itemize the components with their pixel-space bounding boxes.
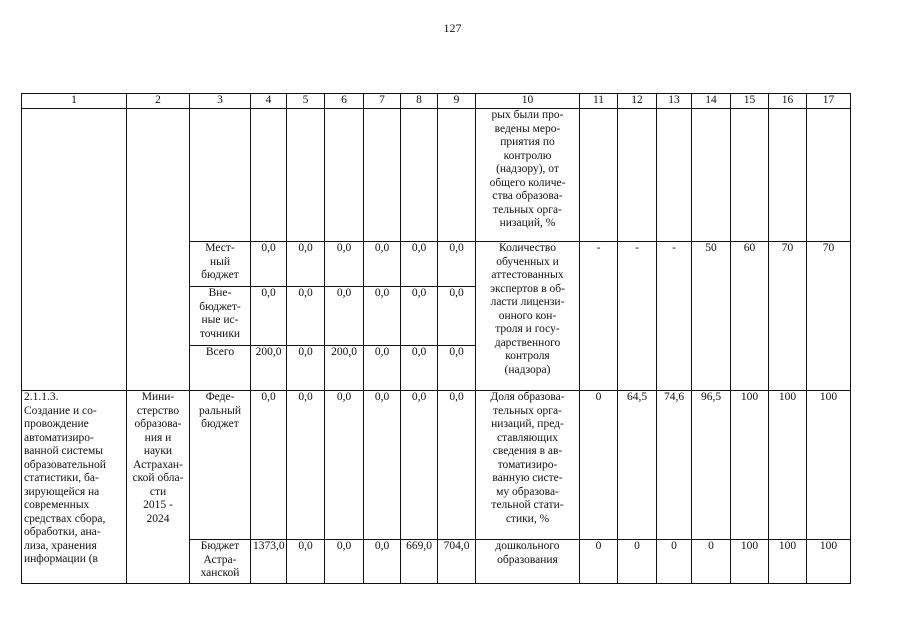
value-cell: 0,0 — [287, 540, 325, 584]
value-cell: 0,0 — [438, 346, 476, 391]
col-number-10: 10 — [476, 94, 580, 109]
target-cell: 96,5 — [692, 391, 731, 540]
target-cell: 70 — [807, 242, 851, 391]
target-cell: 0 — [618, 540, 657, 584]
measure-cell-empty — [22, 109, 127, 391]
program-table — [21, 93, 851, 584]
value-cell: 0,0 — [325, 242, 364, 287]
col-number-11: 11 — [580, 94, 618, 109]
col-number-15: 15 — [731, 94, 769, 109]
value-cell: 0,0 — [438, 287, 476, 346]
indicator-cell: Доля образова- тельных орга- низаций, пред- ставляющих сведения в ав- томатизиро- ванную систе- му образова- тельной стати- стики, % — [476, 391, 580, 540]
measure-cell: 2.1.1.3. Создание и со- провождение автоматизиро- ванной системы образовательной статистики, ба- зирующейся на современных средствах сбора, обработки, ана- лиза, хранения информации (в — [22, 391, 127, 584]
funding-source-cell: Бюджет Астра- ханской — [190, 540, 251, 584]
table-row — [22, 391, 851, 540]
value-cell: 1373,0 — [251, 540, 287, 584]
target-cell: 70 — [769, 242, 807, 391]
target-cell: 100 — [807, 391, 851, 540]
value-cell: 0,0 — [325, 540, 364, 584]
funding-source-cell: Мест- ный бюджет — [190, 242, 251, 287]
value-cell: 200,0 — [325, 346, 364, 391]
col-number-6: 6 — [325, 94, 364, 109]
target-cell: 100 — [807, 540, 851, 584]
col-number-12: 12 — [618, 94, 657, 109]
value-cell: 0,0 — [287, 346, 325, 391]
target-cell: 0 — [580, 540, 618, 584]
value-cell: 0,0 — [401, 242, 438, 287]
col-number-5: 5 — [287, 94, 325, 109]
value-cell: 200,0 — [251, 346, 287, 391]
target-cell: 0 — [692, 540, 731, 584]
value-cell: 0,0 — [438, 242, 476, 287]
page-number: 127 — [443, 21, 462, 35]
value-cell: 0,0 — [364, 346, 401, 391]
col-number-8: 8 — [401, 94, 438, 109]
target-cell: - — [657, 242, 692, 391]
target-cell: 50 — [692, 242, 731, 391]
period-text: 2015 - 2024 — [143, 499, 173, 525]
value-cell: 0,0 — [364, 287, 401, 346]
value-cell: 0,0 — [401, 346, 438, 391]
executor-cell-empty — [127, 109, 190, 391]
col-number-7: 7 — [364, 94, 401, 109]
target-cell: 100 — [769, 391, 807, 540]
value-cell: 669,0 — [401, 540, 438, 584]
col-number-13: 13 — [657, 94, 692, 109]
source-cell-empty — [190, 109, 251, 242]
value-cell: 0,0 — [325, 287, 364, 346]
col-number-4: 4 — [251, 94, 287, 109]
target-cell: 64,5 — [618, 391, 657, 540]
value-cell: 0,0 — [401, 391, 438, 540]
value-cell: 0,0 — [287, 242, 325, 287]
target-cell: 74,6 — [657, 391, 692, 540]
target-cell: - — [580, 242, 618, 391]
col-number-1: 1 — [22, 94, 127, 109]
col-number-3: 3 — [190, 94, 251, 109]
col-number-9: 9 — [438, 94, 476, 109]
indicator-cell: рых были про- ведены меро- приятия по контролю (надзору), от общего количе- ства образова- тельных орга- низаций, % — [476, 109, 580, 242]
col-number-16: 16 — [769, 94, 807, 109]
executor-name: Мини- стерство образова- ния и науки Астрахан- ской обла- сти — [132, 391, 184, 498]
target-cell: 100 — [769, 540, 807, 584]
col-number-17: 17 — [807, 94, 851, 109]
funding-source-cell: Феде- ральный бюджет — [190, 391, 251, 540]
value-cell: 0,0 — [325, 391, 364, 540]
value-cell: 0,0 — [251, 391, 287, 540]
target-cell: 60 — [731, 242, 769, 391]
target-cell: - — [618, 242, 657, 391]
indicator-cell: Количество обученных и аттестованных экспертов в об- ласти лицензи- онного кон- троля и госу- дарственного контроля (надзора) — [476, 242, 580, 391]
indicator-cell: дошкольного образования — [476, 540, 580, 584]
value-cell: 0,0 — [438, 391, 476, 540]
col-number-14: 14 — [692, 94, 731, 109]
col-number-2: 2 — [127, 94, 190, 109]
value-cell: 704,0 — [438, 540, 476, 584]
value-cell: 0,0 — [287, 287, 325, 346]
value-cell: 0,0 — [287, 391, 325, 540]
value-cell: 0,0 — [364, 540, 401, 584]
target-cell: 100 — [731, 391, 769, 540]
value-cell: 0,0 — [251, 287, 287, 346]
funding-source-cell: Вне- бюджет- ные ис- точники — [190, 287, 251, 346]
target-cell: 0 — [657, 540, 692, 584]
value-cell: 0,0 — [364, 242, 401, 287]
column-number-row — [22, 94, 851, 109]
table-row — [22, 109, 851, 242]
executor-cell — [127, 391, 190, 584]
target-cell: 0 — [580, 391, 618, 540]
funding-source-cell: Всего — [190, 346, 251, 391]
value-cell: 0,0 — [401, 287, 438, 346]
value-cell: 0,0 — [251, 242, 287, 287]
value-cell: 0,0 — [364, 391, 401, 540]
target-cell: 100 — [731, 540, 769, 584]
